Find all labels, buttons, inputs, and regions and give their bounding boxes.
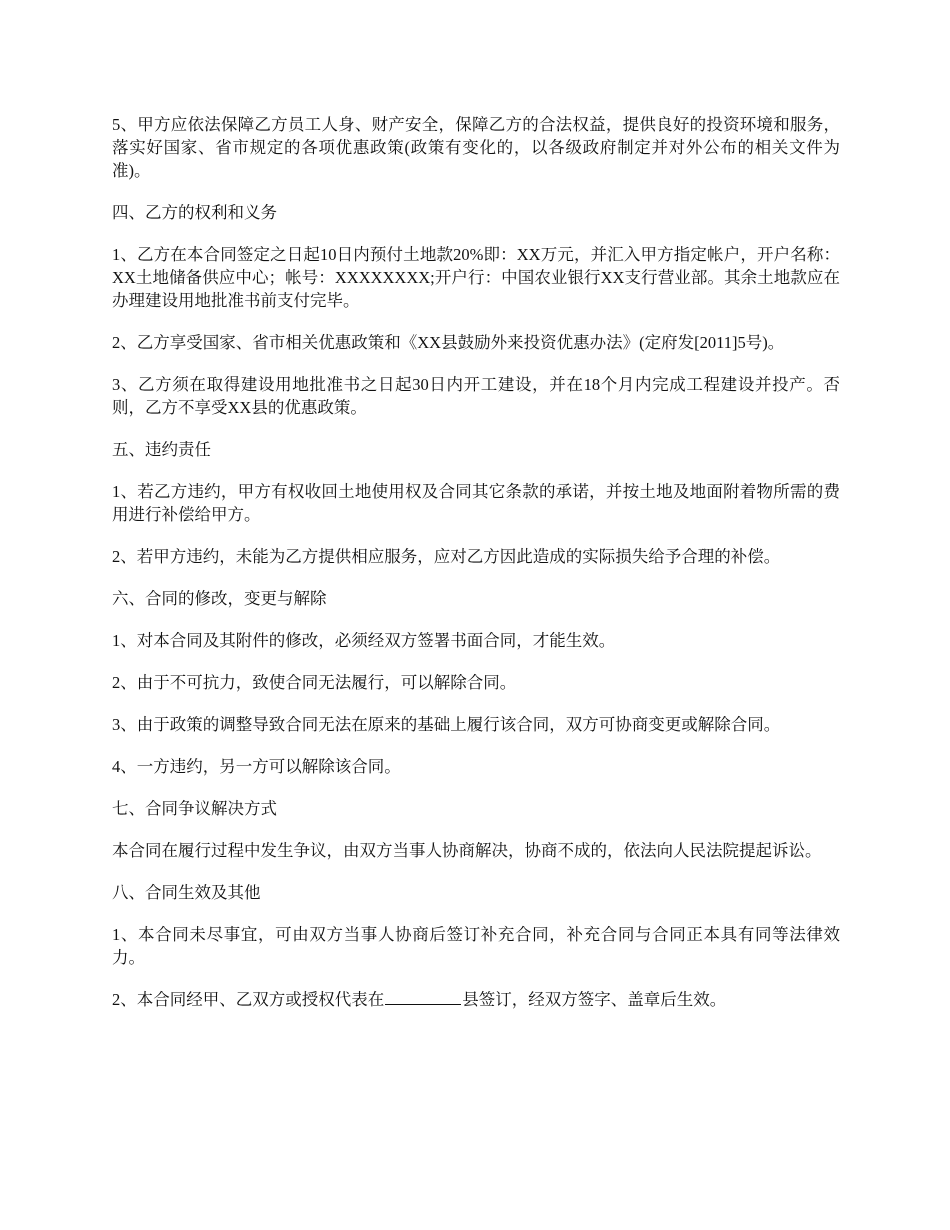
paragraph-modify-3: 3、由于政策的调整导致合同无法在原来的基础上履行该合同，双方可协商变更或解除合同。 bbox=[112, 715, 781, 734]
paragraph-breach-1: 1、若乙方违约，甲方有权收回土地使用权及合同其它条款的承诺，并按土地及地面附着物所需的费用进行补偿给甲方。 bbox=[112, 482, 840, 524]
paragraph-jia-5: 5、甲方应依法保障乙方员工人身、财产安全，保障乙方的合法权益，提供良好的投资环境和服务，落实好国家、省市规定的各项优惠政策(政策有变化的，以各级政府制定并对外公布的相关文件为准)。 bbox=[112, 115, 840, 180]
section-heading-6: 六、合同的修改，变更与解除 bbox=[112, 589, 327, 608]
paragraph-dispute: 本合同在履行过程中发生争议，由双方当事人协商解决，协商不成的，依法向人民法院提起诉讼。 bbox=[112, 841, 822, 860]
section-heading-5: 五、违约责任 bbox=[112, 440, 211, 459]
paragraph-breach-2: 2、若甲方违约，未能为乙方提供相应服务，应对乙方因此造成的实际损失给予合理的补偿。 bbox=[112, 547, 781, 566]
section-heading-4: 四、乙方的权利和义务 bbox=[112, 203, 277, 222]
fill-in-blank-line bbox=[385, 988, 461, 1005]
paragraph-effect-2 bbox=[112, 988, 840, 1011]
section-heading-8: 八、合同生效及其他 bbox=[112, 883, 261, 902]
effect-2-before-blank: 2、本合同经甲、乙双方或授权代表在 bbox=[112, 990, 385, 1009]
paragraph-yi-1: 1、乙方在本合同签定之日起10日内预付土地款20%即：XX万元，并汇入甲方指定帐户，开户名称：XX土地储备供应中心；帐号：XXXXXXXX;开户行：中国农业银行XX支行营业部。其余土地款应在办理建设用地批准书前支付完毕。 bbox=[112, 245, 840, 310]
document-page bbox=[112, 113, 840, 1030]
effect-2-after-blank: 县签订，经双方签字、盖章后生效。 bbox=[462, 990, 727, 1009]
paragraph-yi-3: 3、乙方须在取得建设用地批准书之日起30日内开工建设，并在18个月内完成工程建设并投产。否则，乙方不享受XX县的优惠政策。 bbox=[112, 375, 840, 417]
paragraph-yi-2: 2、乙方享受国家、省市相关优惠政策和《XX县鼓励外来投资优惠办法》(定府发[2011]5号)。 bbox=[112, 333, 785, 352]
paragraph-effect-1: 1、本合同未尽事宜，可由双方当事人协商后签订补充合同，补充合同与合同正本具有同等法律效力。 bbox=[112, 925, 840, 967]
paragraph-modify-2: 2、由于不可抗力，致使合同无法履行，可以解除合同。 bbox=[112, 673, 517, 692]
paragraph-modify-1: 1、对本合同及其附件的修改，必须经双方签署书面合同，才能生效。 bbox=[112, 631, 616, 650]
section-heading-7: 七、合同争议解决方式 bbox=[112, 799, 277, 818]
paragraph-modify-4: 4、一方违约，另一方可以解除该合同。 bbox=[112, 757, 401, 776]
